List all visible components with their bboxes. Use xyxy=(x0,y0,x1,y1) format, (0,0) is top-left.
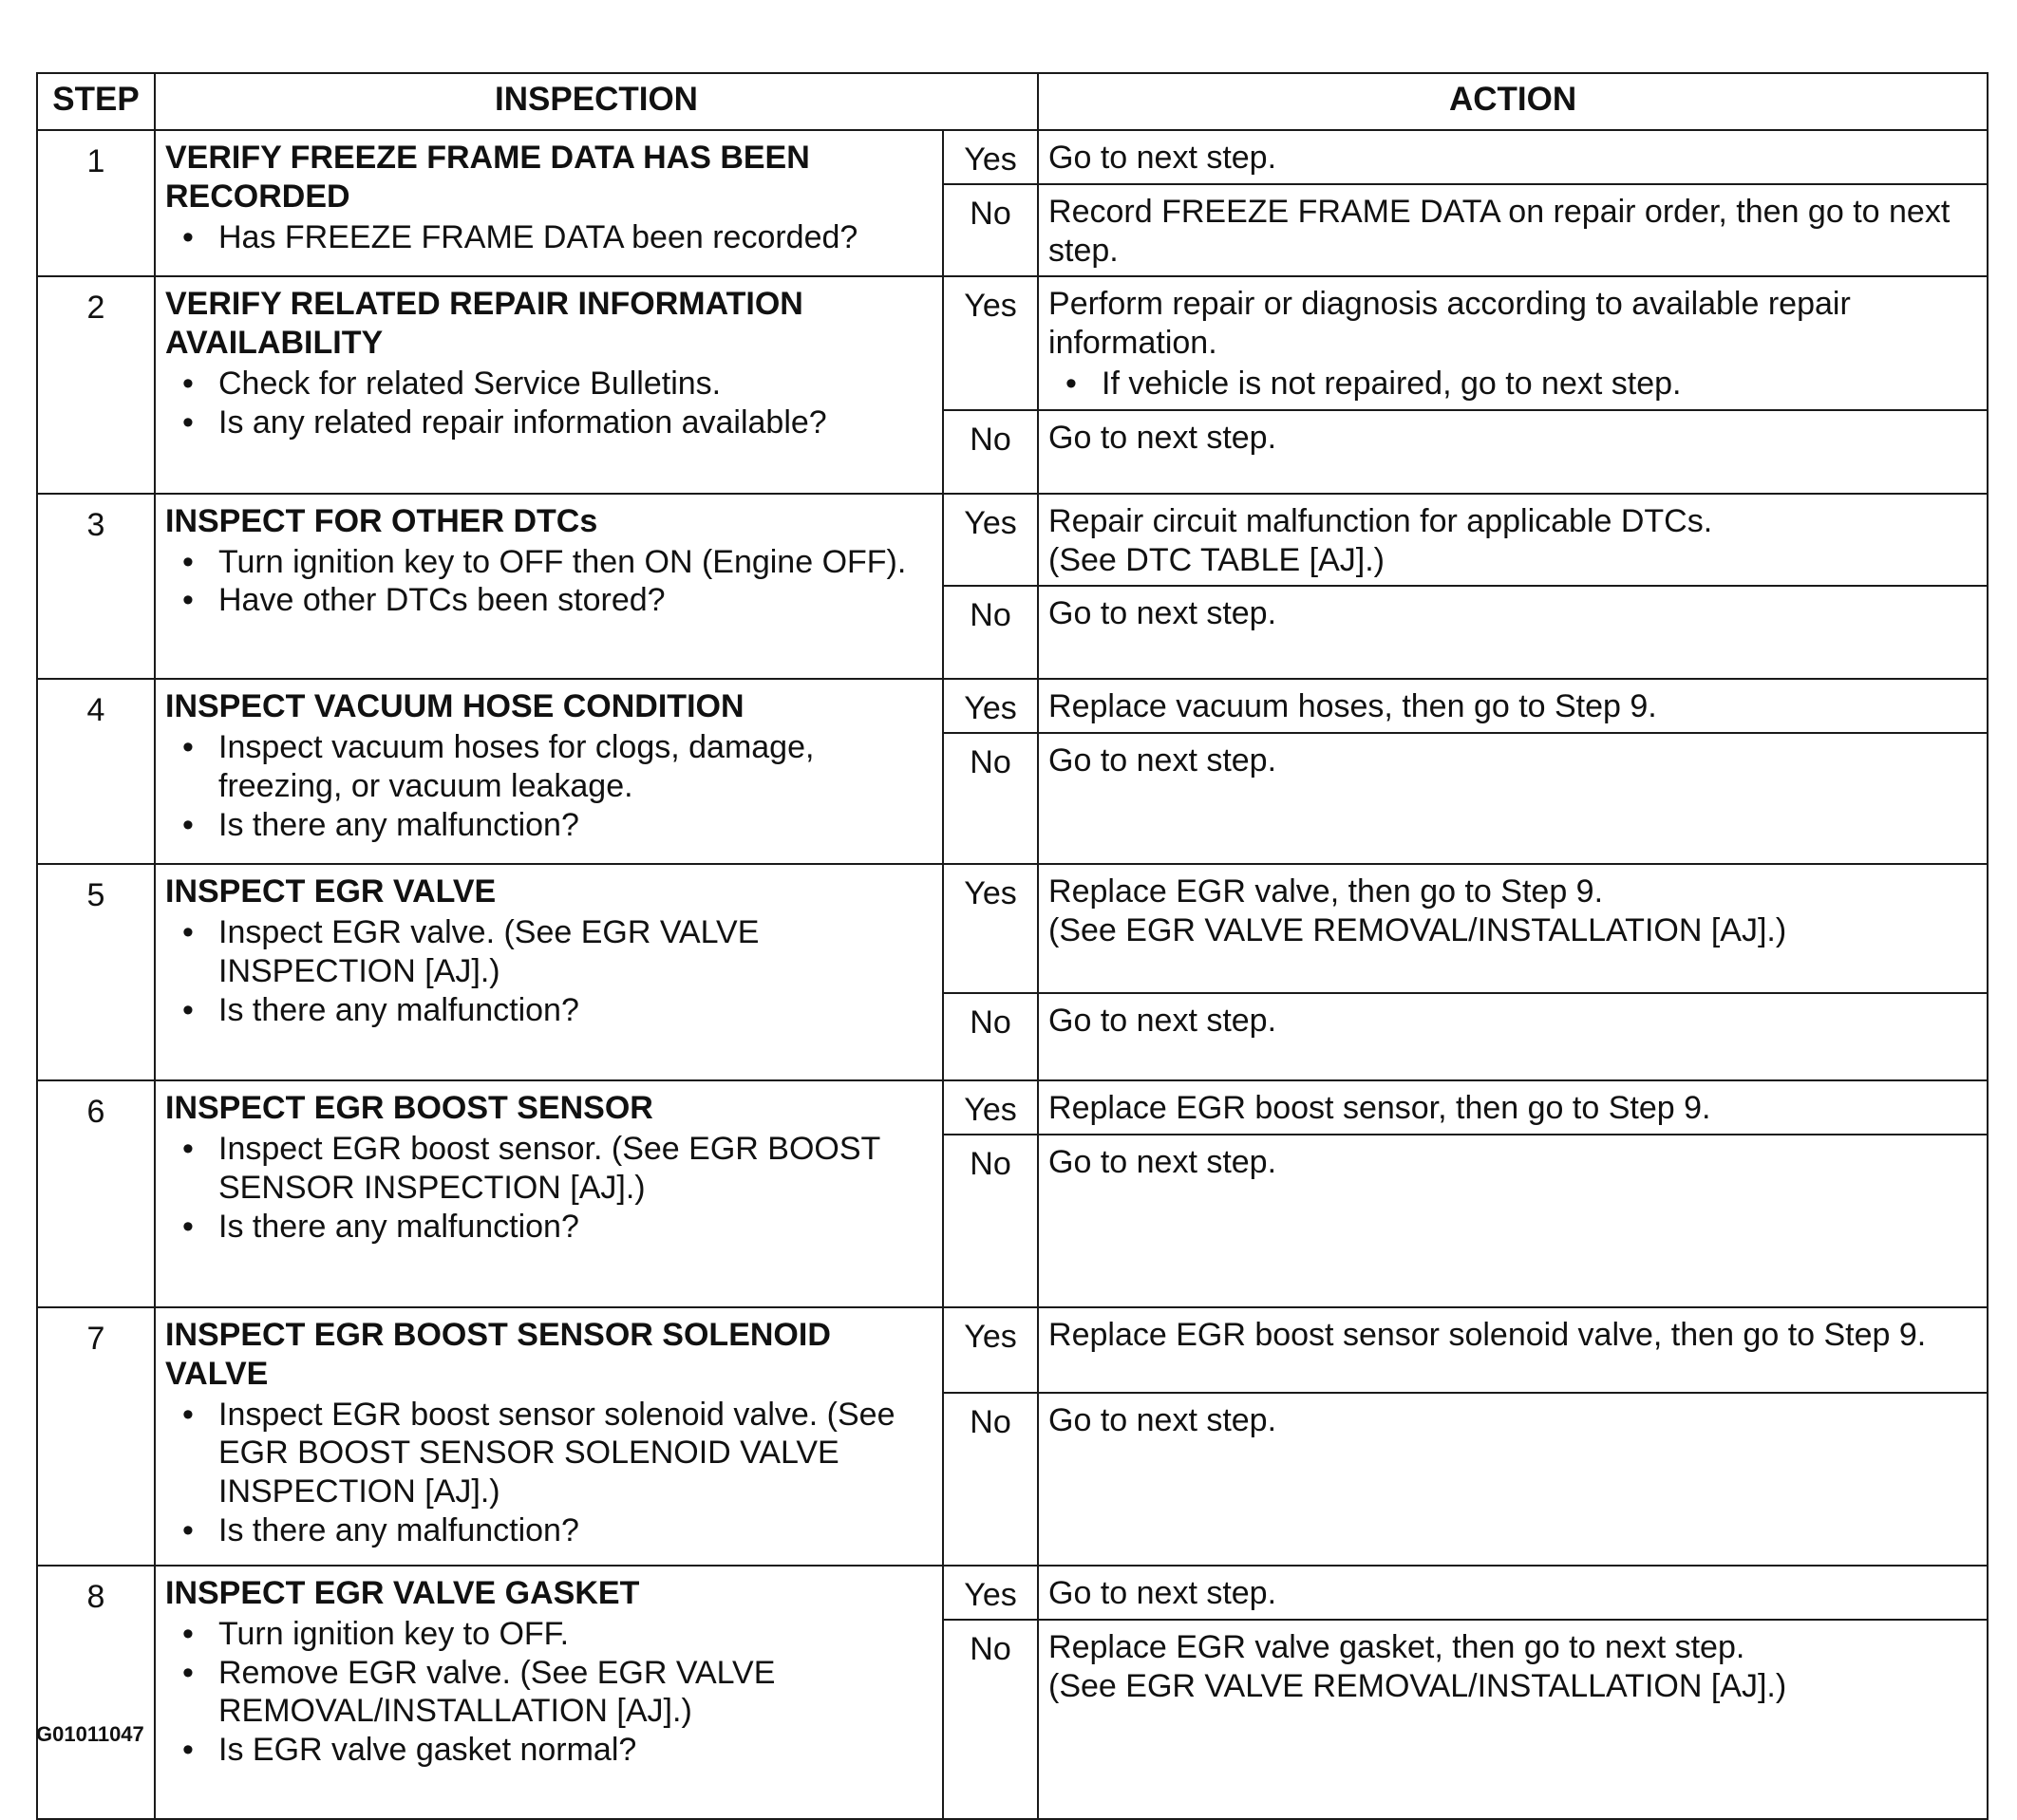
inspection-bullet: • Is any related repair information available? xyxy=(218,403,933,442)
no-label: No xyxy=(943,184,1038,277)
step-row-yes xyxy=(37,1566,1988,1620)
step-header: STEP xyxy=(37,73,155,130)
inspection-bullets xyxy=(165,913,933,1029)
no-label: No xyxy=(943,993,1038,1080)
inspection-title: INSPECT VACUUM HOSE CONDITION xyxy=(165,688,745,725)
no-action xyxy=(1038,1135,1988,1307)
inspection-bullet: • Is there any malfunction? xyxy=(218,806,933,845)
yes-label: Yes xyxy=(943,1307,1038,1393)
yes-action-line: Replace EGR boost sensor, then go to Step 9. xyxy=(1048,1090,1711,1127)
no-action xyxy=(1038,410,1988,494)
inspection-cell xyxy=(155,1307,943,1566)
step-row-yes xyxy=(37,130,1988,184)
no-label: No xyxy=(943,1620,1038,1819)
inspection-bullet: • Turn ignition key to OFF then ON (Engine OFF). xyxy=(218,543,933,582)
no-label: No xyxy=(943,586,1038,679)
yes-label: Yes xyxy=(943,276,1038,409)
inspection-title: INSPECT FOR OTHER DTCs xyxy=(165,502,598,539)
action-header: ACTION xyxy=(1038,73,1988,130)
no-label: No xyxy=(943,1135,1038,1307)
inspection-bullets xyxy=(165,1130,933,1246)
inspection-bullets xyxy=(165,543,933,621)
yes-action-line: Repair circuit malfunction for applicable DTCs. xyxy=(1048,502,1713,539)
step-number: 4 xyxy=(37,679,155,864)
inspection-cell xyxy=(155,276,943,493)
inspection-bullets xyxy=(165,365,933,442)
inspection-title: VERIFY RELATED REPAIR INFORMATION AVAILABILITY xyxy=(165,286,803,362)
yes-action-bullets xyxy=(1048,365,1977,403)
figure-code: G01011047 xyxy=(36,1722,144,1746)
step-number: 7 xyxy=(37,1307,155,1566)
yes-label: Yes xyxy=(943,130,1038,184)
no-action-line: Record FREEZE FRAME DATA on repair order, then go to next step. xyxy=(1048,193,1951,269)
inspection-cell xyxy=(155,494,943,680)
header-row xyxy=(37,73,1988,130)
step-number: 3 xyxy=(37,494,155,680)
step-number: 2 xyxy=(37,276,155,493)
inspection-bullets xyxy=(165,218,933,257)
inspection-title: INSPECT EGR BOOST SENSOR xyxy=(165,1090,653,1127)
yes-action xyxy=(1038,494,1988,587)
no-label: No xyxy=(943,733,1038,864)
yes-action-line: Go to next step. xyxy=(1048,140,1277,176)
no-action xyxy=(1038,1393,1988,1566)
yes-action xyxy=(1038,276,1988,409)
inspection-bullet: • Is there any malfunction? xyxy=(218,1208,933,1247)
no-action-line: Go to next step. xyxy=(1048,595,1277,632)
no-action xyxy=(1038,733,1988,864)
inspection-bullet: • Check for related Service Bulletins. xyxy=(218,365,933,403)
step-row-yes xyxy=(37,494,1988,587)
diagnostic-table xyxy=(36,72,1989,1820)
inspection-cell xyxy=(155,679,943,864)
no-action-line: Go to next step. xyxy=(1048,742,1277,779)
step-row-yes xyxy=(37,1307,1988,1393)
yes-label: Yes xyxy=(943,1566,1038,1620)
inspection-cell xyxy=(155,864,943,1080)
inspection-bullet: • Turn ignition key to OFF. xyxy=(218,1615,933,1654)
inspection-bullet: • Is EGR valve gasket normal? xyxy=(218,1731,933,1770)
no-action-line: (See EGR VALVE REMOVAL/INSTALLATION [AJ].) xyxy=(1048,1667,1787,1704)
inspection-bullet: • Inspect vacuum hoses for clogs, damage, freezing, or vacuum leakage. xyxy=(218,728,933,806)
step-number: 8 xyxy=(37,1566,155,1819)
no-action-line: Replace EGR valve gasket, then go to next step. xyxy=(1048,1628,1745,1665)
inspection-bullets xyxy=(165,1615,933,1770)
yes-label: Yes xyxy=(943,1080,1038,1135)
yes-action-line: (See EGR VALVE REMOVAL/INSTALLATION [AJ].) xyxy=(1048,911,1787,948)
inspection-cell xyxy=(155,1080,943,1307)
step-row-yes xyxy=(37,276,1988,409)
no-action xyxy=(1038,184,1988,277)
inspection-cell xyxy=(155,1566,943,1819)
yes-label: Yes xyxy=(943,679,1038,733)
yes-action xyxy=(1038,1566,1988,1620)
yes-action-line: Replace vacuum hoses, then go to Step 9. xyxy=(1048,688,1657,725)
yes-action-line: (See DTC TABLE [AJ].) xyxy=(1048,541,1385,578)
no-action-line: Go to next step. xyxy=(1048,419,1277,456)
inspection-title: INSPECT EGR VALVE xyxy=(165,873,497,910)
inspection-bullet: • Is there any malfunction? xyxy=(218,991,933,1030)
inspection-bullet: • Inspect EGR valve. (See EGR VALVE INSPECTION [AJ].) xyxy=(218,913,933,991)
step-row-yes xyxy=(37,679,1988,733)
inspection-bullets xyxy=(165,728,933,844)
yes-action-bullet: • If vehicle is not repaired, go to next step. xyxy=(1102,365,1977,403)
inspection-title: INSPECT EGR VALVE GASKET xyxy=(165,1574,640,1611)
yes-action-line: Replace EGR boost sensor solenoid valve, then go to Step 9. xyxy=(1048,1316,1927,1353)
step-number: 5 xyxy=(37,864,155,1080)
no-label: No xyxy=(943,410,1038,494)
inspection-bullets xyxy=(165,1396,933,1550)
yes-action xyxy=(1038,1307,1988,1393)
no-action-line: Go to next step. xyxy=(1048,1401,1277,1438)
no-action-line: Go to next step. xyxy=(1048,1143,1277,1180)
no-action-line: Go to next step. xyxy=(1048,1003,1277,1040)
no-label: No xyxy=(943,1393,1038,1566)
inspection-title: INSPECT EGR BOOST SENSOR SOLENOID VALVE xyxy=(165,1316,831,1392)
yes-action xyxy=(1038,1080,1988,1135)
yes-label: Yes xyxy=(943,864,1038,993)
inspection-bullet: • Inspect EGR boost sensor. (See EGR BOOST SENSOR INSPECTION [AJ].) xyxy=(218,1130,933,1208)
step-row-yes xyxy=(37,864,1988,993)
yes-action xyxy=(1038,130,1988,184)
yes-action xyxy=(1038,679,1988,733)
yes-action-line: Perform repair or diagnosis according to available repair information. xyxy=(1048,286,1851,362)
yes-label: Yes xyxy=(943,494,1038,587)
no-action xyxy=(1038,993,1988,1080)
step-number: 1 xyxy=(37,130,155,276)
yes-action-line: Go to next step. xyxy=(1048,1574,1277,1611)
yes-action xyxy=(1038,864,1988,993)
inspection-cell xyxy=(155,130,943,276)
inspection-bullet: • Remove EGR valve. (See EGR VALVE REMOVAL/INSTALLATION [AJ].) xyxy=(218,1654,933,1732)
step-number: 6 xyxy=(37,1080,155,1307)
inspection-bullet: • Have other DTCs been stored? xyxy=(218,581,933,620)
inspection-header: INSPECTION xyxy=(155,73,1038,130)
yes-action-line: Replace EGR valve, then go to Step 9. xyxy=(1048,873,1604,910)
inspection-bullet: • Has FREEZE FRAME DATA been recorded? xyxy=(218,218,933,257)
no-action xyxy=(1038,586,1988,679)
step-row-yes xyxy=(37,1080,1988,1135)
inspection-title: VERIFY FREEZE FRAME DATA HAS BEEN RECORDED xyxy=(165,140,810,215)
inspection-bullet: • Inspect EGR boost sensor solenoid valve. (See EGR BOOST SENSOR SOLENOID VALVE INSPECTION [AJ].) xyxy=(218,1396,933,1511)
no-action xyxy=(1038,1620,1988,1819)
inspection-bullet: • Is there any malfunction? xyxy=(218,1511,933,1550)
